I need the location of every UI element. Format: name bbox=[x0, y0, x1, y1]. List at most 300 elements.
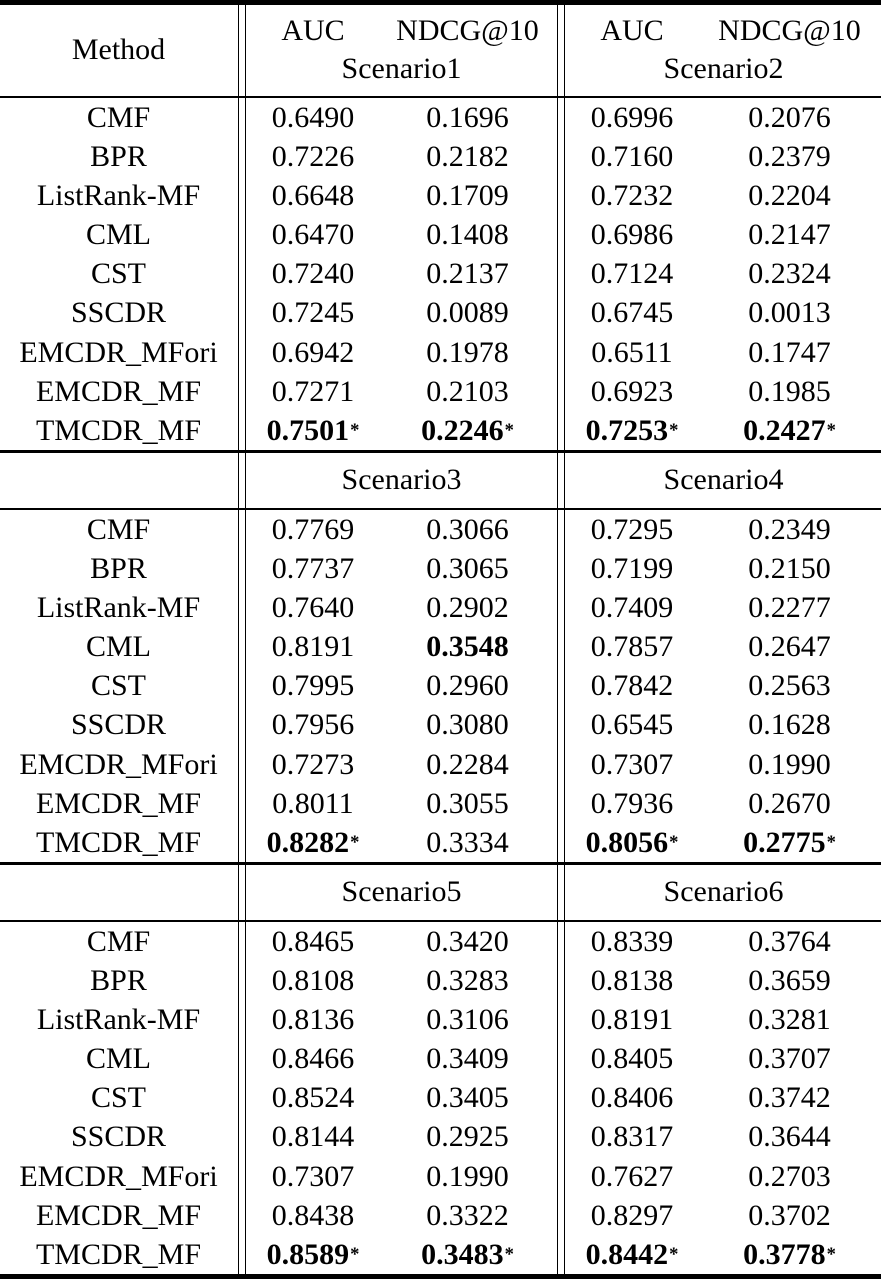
metric-value: 0.3483 bbox=[421, 1237, 504, 1271]
metric-value: 0.6490 bbox=[271, 100, 355, 134]
vertical-double-rule bbox=[556, 1079, 566, 1118]
vertical-double-rule bbox=[556, 453, 566, 508]
value-cell bbox=[247, 1040, 379, 1079]
value-cell bbox=[566, 372, 698, 411]
scenario-label: Scenario4 bbox=[663, 463, 784, 497]
metric-value: 0.2137 bbox=[426, 257, 509, 291]
vertical-double-rule bbox=[556, 255, 566, 294]
value-cell bbox=[379, 589, 556, 628]
vertical-double-rule bbox=[556, 1001, 566, 1040]
metric-value: 0.7232 bbox=[590, 179, 674, 213]
metric-value: 0.7226 bbox=[271, 140, 355, 174]
value-cell bbox=[698, 922, 881, 961]
metric-value: 0.8442 bbox=[585, 1237, 669, 1271]
metric-headers bbox=[247, 14, 556, 48]
value-cell bbox=[379, 177, 556, 216]
value-cell bbox=[566, 784, 698, 823]
metric-value: 0.3644 bbox=[748, 1120, 831, 1154]
method-cell: CML bbox=[85, 630, 151, 664]
value-cell bbox=[698, 137, 881, 176]
value-cell bbox=[566, 962, 698, 1001]
value-cell bbox=[247, 589, 379, 628]
vertical-double-rule bbox=[556, 784, 566, 823]
metric-value: 0.0089 bbox=[426, 296, 509, 330]
value-cell bbox=[698, 1118, 881, 1157]
value-cell bbox=[379, 667, 556, 706]
metric-value: 0.8136 bbox=[271, 1003, 355, 1037]
data-row bbox=[0, 333, 881, 372]
metric-value: 0.7956 bbox=[271, 708, 355, 742]
metric-value: 0.7769 bbox=[271, 512, 355, 546]
data-row bbox=[0, 255, 881, 294]
value-cell bbox=[566, 1118, 698, 1157]
metric-value: 0.2563 bbox=[748, 669, 831, 703]
value-cell bbox=[379, 216, 556, 255]
value-cell bbox=[247, 255, 379, 294]
scenario-label: Scenario3 bbox=[341, 463, 462, 497]
data-row bbox=[0, 372, 881, 411]
data-row bbox=[0, 98, 881, 137]
value-cell bbox=[379, 962, 556, 1001]
metric-header-ndcg: NDCG@10 bbox=[718, 14, 861, 48]
metric-value: 0.6923 bbox=[590, 374, 674, 408]
value-cell bbox=[379, 510, 556, 549]
value-cell bbox=[247, 922, 379, 961]
metric-value: 0.7640 bbox=[271, 591, 355, 625]
value-cell bbox=[247, 372, 379, 411]
vertical-double-rule bbox=[237, 823, 247, 862]
vertical-double-rule bbox=[237, 372, 247, 411]
metric-value: 0.1747 bbox=[748, 335, 831, 369]
value-cell bbox=[698, 628, 881, 667]
vertical-double-rule bbox=[556, 333, 566, 372]
vertical-double-rule bbox=[237, 1079, 247, 1118]
value-cell bbox=[698, 372, 881, 411]
data-row bbox=[0, 1235, 881, 1274]
metric-value: 0.8589 bbox=[266, 1237, 350, 1271]
method-cell: SSCDR bbox=[70, 1120, 167, 1154]
vertical-double-rule bbox=[237, 550, 247, 589]
metric-value: 0.1990 bbox=[748, 747, 831, 781]
value-cell bbox=[566, 98, 698, 137]
table-bottom-rule bbox=[0, 1274, 881, 1279]
metric-value: 0.2324 bbox=[748, 257, 831, 291]
data-row bbox=[0, 1196, 881, 1235]
value-cell: 0.2775 * bbox=[743, 825, 836, 859]
value-cell bbox=[379, 255, 556, 294]
method-cell: ListRank-MF bbox=[36, 591, 201, 625]
vertical-double-rule bbox=[556, 962, 566, 1001]
metric-value: 0.7409 bbox=[590, 591, 674, 625]
metric-header-auc: AUC bbox=[281, 14, 345, 48]
method-cell: BPR bbox=[90, 964, 147, 998]
data-row bbox=[0, 784, 881, 823]
value-cell bbox=[566, 628, 698, 667]
value-cell bbox=[379, 706, 556, 745]
value-cell bbox=[379, 922, 556, 961]
method-cell: TMCDR_MF bbox=[35, 413, 202, 447]
metric-value: 0.2246 bbox=[421, 413, 504, 447]
value-cell bbox=[379, 1040, 556, 1079]
metric-value: 0.6470 bbox=[271, 218, 355, 252]
data-row bbox=[0, 1157, 881, 1196]
value-cell bbox=[379, 550, 556, 589]
value-cell bbox=[698, 784, 881, 823]
metric-value: 0.1408 bbox=[426, 218, 509, 252]
data-row bbox=[0, 962, 881, 1001]
value-cell bbox=[566, 294, 698, 333]
vertical-double-rule bbox=[237, 1157, 247, 1196]
vertical-double-rule bbox=[556, 745, 566, 784]
method-cell: BPR bbox=[90, 552, 147, 586]
vertical-double-rule bbox=[237, 510, 247, 549]
vertical-double-rule bbox=[556, 1040, 566, 1079]
value-cell bbox=[247, 667, 379, 706]
method-cell: SSCDR bbox=[70, 296, 167, 330]
value-cell bbox=[247, 1196, 379, 1235]
scenario-label: Scenario2 bbox=[663, 52, 784, 86]
method-cell: TMCDR_MF bbox=[35, 1237, 202, 1271]
table-header-row bbox=[0, 5, 881, 96]
value-cell bbox=[379, 784, 556, 823]
vertical-double-rule bbox=[237, 1040, 247, 1079]
data-row bbox=[0, 589, 881, 628]
data-row bbox=[0, 510, 881, 549]
value-cell bbox=[379, 333, 556, 372]
metric-value: 0.0013 bbox=[748, 296, 831, 330]
vertical-double-rule bbox=[237, 922, 247, 961]
value-cell bbox=[566, 177, 698, 216]
metric-value: 0.3283 bbox=[426, 964, 509, 998]
metric-value: 0.7245 bbox=[271, 296, 355, 330]
data-row bbox=[0, 628, 881, 667]
method-cell: CMF bbox=[86, 100, 151, 134]
data-row bbox=[0, 823, 881, 862]
metric-value: 0.2670 bbox=[748, 786, 831, 820]
vertical-double-rule bbox=[556, 1196, 566, 1235]
value-cell bbox=[698, 510, 881, 549]
value-cell bbox=[566, 216, 698, 255]
vertical-double-rule bbox=[556, 372, 566, 411]
data-row bbox=[0, 294, 881, 333]
metric-value: 0.2427 bbox=[743, 413, 826, 447]
metric-value: 0.2703 bbox=[748, 1159, 831, 1193]
value-cell bbox=[566, 550, 698, 589]
metric-value: 0.7271 bbox=[271, 374, 355, 408]
metric-value: 0.8438 bbox=[271, 1198, 355, 1232]
metric-value: 0.8282 bbox=[266, 825, 350, 859]
value-cell bbox=[379, 98, 556, 137]
metric-value: 0.2647 bbox=[748, 630, 831, 664]
metric-value: 0.2204 bbox=[748, 179, 831, 213]
metric-value: 0.1978 bbox=[426, 335, 509, 369]
empty-method-cell bbox=[0, 865, 237, 920]
metric-value: 0.6511 bbox=[591, 335, 673, 369]
metric-value: 0.2925 bbox=[426, 1120, 509, 1154]
metric-value: 0.2277 bbox=[748, 591, 831, 625]
value-cell: 0.8056 * bbox=[585, 825, 679, 859]
metric-value: 0.6745 bbox=[590, 296, 674, 330]
value-cell bbox=[566, 1157, 698, 1196]
data-row bbox=[0, 177, 881, 216]
vertical-double-rule bbox=[556, 510, 566, 549]
method-cell: CST bbox=[90, 257, 147, 291]
metric-value: 0.7160 bbox=[590, 140, 674, 174]
metric-value: 0.7124 bbox=[590, 257, 674, 291]
method-cell: SSCDR bbox=[70, 708, 167, 742]
metric-value: 0.8339 bbox=[590, 925, 674, 958]
value-cell bbox=[247, 216, 379, 255]
metric-value: 0.3707 bbox=[748, 1042, 831, 1076]
value-cell: 0.7501 * bbox=[266, 413, 360, 447]
vertical-double-rule bbox=[556, 1157, 566, 1196]
method-cell: CML bbox=[85, 218, 151, 252]
vertical-double-rule bbox=[237, 5, 247, 96]
metric-value: 0.3066 bbox=[426, 512, 509, 546]
value-cell bbox=[247, 294, 379, 333]
value-cell bbox=[698, 1079, 881, 1118]
value-cell bbox=[247, 628, 379, 667]
value-cell bbox=[566, 510, 698, 549]
metric-value: 0.3334 bbox=[426, 825, 509, 859]
value-cell bbox=[698, 216, 881, 255]
value-cell bbox=[698, 667, 881, 706]
metric-value: 0.3659 bbox=[748, 964, 831, 998]
metric-value: 0.6942 bbox=[271, 335, 355, 369]
metric-value: 0.8191 bbox=[271, 630, 355, 664]
metric-value: 0.7199 bbox=[590, 552, 674, 586]
vertical-double-rule bbox=[556, 628, 566, 667]
value-cell bbox=[698, 177, 881, 216]
vertical-double-rule bbox=[556, 177, 566, 216]
value-cell bbox=[379, 372, 556, 411]
value-cell: 0.8282 * bbox=[266, 825, 360, 859]
metric-value: 0.2150 bbox=[748, 552, 831, 586]
vertical-double-rule bbox=[237, 453, 247, 508]
method-cell: EMCDR_MF bbox=[35, 374, 202, 408]
metric-value: 0.3764 bbox=[748, 925, 831, 958]
value-cell bbox=[379, 745, 556, 784]
metric-value: 0.2960 bbox=[426, 669, 509, 703]
vertical-double-rule bbox=[556, 1235, 566, 1274]
vertical-double-rule bbox=[556, 589, 566, 628]
metric-value: 0.7627 bbox=[590, 1159, 674, 1193]
value-cell bbox=[698, 745, 881, 784]
value-cell: 0.3778 * bbox=[743, 1237, 836, 1271]
value-cell bbox=[247, 177, 379, 216]
value-cell bbox=[247, 745, 379, 784]
value-cell: 0.3483 * bbox=[421, 1237, 514, 1271]
value-cell bbox=[566, 922, 698, 961]
metric-value: 0.1709 bbox=[426, 179, 509, 213]
metric-value: 0.7936 bbox=[590, 786, 674, 820]
metric-value: 0.6986 bbox=[590, 218, 674, 252]
metric-value: 0.6648 bbox=[271, 179, 355, 213]
value-cell bbox=[698, 1001, 881, 1040]
metric-value: 0.8108 bbox=[271, 964, 355, 998]
value-cell bbox=[698, 550, 881, 589]
value-cell bbox=[379, 294, 556, 333]
method-cell: CML bbox=[85, 1042, 151, 1076]
metric-value: 0.8297 bbox=[590, 1198, 674, 1232]
empty-method-cell bbox=[0, 453, 237, 508]
metric-value: 0.3055 bbox=[426, 786, 509, 820]
metric-value: 0.8406 bbox=[590, 1081, 674, 1115]
metric-value: 0.7501 bbox=[266, 413, 350, 447]
value-cell bbox=[247, 550, 379, 589]
value-cell bbox=[379, 628, 556, 667]
vertical-double-rule bbox=[556, 294, 566, 333]
value-cell bbox=[247, 98, 379, 137]
method-cell: ListRank-MF bbox=[36, 179, 201, 213]
vertical-double-rule bbox=[556, 550, 566, 589]
method-cell: EMCDR_MF bbox=[35, 1198, 202, 1232]
data-row bbox=[0, 667, 881, 706]
metric-value: 0.8144 bbox=[271, 1120, 355, 1154]
vertical-double-rule bbox=[556, 5, 566, 96]
value-cell: 0.7253 * bbox=[585, 413, 679, 447]
vertical-double-rule bbox=[237, 1235, 247, 1274]
value-cell bbox=[247, 137, 379, 176]
metric-value: 0.1990 bbox=[426, 1159, 509, 1193]
value-cell bbox=[379, 1196, 556, 1235]
metric-value: 0.2103 bbox=[426, 374, 509, 408]
metric-value: 0.3409 bbox=[426, 1042, 509, 1076]
vertical-double-rule bbox=[237, 745, 247, 784]
metric-value: 0.1628 bbox=[748, 708, 831, 742]
scenario-header-row bbox=[0, 865, 881, 920]
vertical-double-rule bbox=[556, 865, 566, 920]
value-cell bbox=[379, 137, 556, 176]
value-cell bbox=[247, 1118, 379, 1157]
scenario-label: Scenario1 bbox=[341, 52, 462, 86]
value-cell bbox=[566, 333, 698, 372]
value-cell bbox=[247, 1001, 379, 1040]
vertical-double-rule bbox=[237, 865, 247, 920]
value-cell bbox=[698, 706, 881, 745]
metric-value: 0.2349 bbox=[748, 512, 831, 546]
metric-value: 0.3702 bbox=[748, 1198, 831, 1232]
vertical-double-rule bbox=[237, 333, 247, 372]
metric-value: 0.8138 bbox=[590, 964, 674, 998]
vertical-double-rule bbox=[556, 667, 566, 706]
metric-value: 0.3420 bbox=[426, 925, 509, 958]
value-cell bbox=[566, 745, 698, 784]
value-cell bbox=[379, 1079, 556, 1118]
metric-value: 0.1696 bbox=[426, 100, 509, 134]
value-cell bbox=[698, 1157, 881, 1196]
method-cell: CST bbox=[90, 1081, 147, 1115]
metric-header-auc: AUC bbox=[600, 14, 664, 48]
metric-value: 0.3065 bbox=[426, 552, 509, 586]
value-cell: 0.2427 * bbox=[743, 413, 836, 447]
vertical-double-rule bbox=[556, 1118, 566, 1157]
metric-value: 0.8056 bbox=[585, 825, 669, 859]
vertical-double-rule bbox=[556, 137, 566, 176]
method-cell: EMCDR_MFori bbox=[19, 1159, 218, 1193]
metric-value: 0.3080 bbox=[426, 708, 509, 742]
value-cell bbox=[247, 962, 379, 1001]
value-cell bbox=[698, 294, 881, 333]
value-cell bbox=[247, 333, 379, 372]
value-cell bbox=[698, 589, 881, 628]
vertical-double-rule bbox=[237, 255, 247, 294]
value-cell bbox=[247, 784, 379, 823]
metric-value: 0.2902 bbox=[426, 591, 509, 625]
vertical-double-rule bbox=[237, 177, 247, 216]
vertical-double-rule bbox=[237, 137, 247, 176]
value-cell bbox=[566, 1040, 698, 1079]
value-cell bbox=[698, 255, 881, 294]
metric-value: 0.7737 bbox=[271, 552, 355, 586]
value-cell bbox=[698, 1040, 881, 1079]
table-body bbox=[0, 5, 881, 1275]
data-row bbox=[0, 1040, 881, 1079]
method-cell: CST bbox=[90, 669, 147, 703]
method-cell: EMCDR_MFori bbox=[19, 747, 218, 781]
vertical-double-rule bbox=[237, 1196, 247, 1235]
vertical-double-rule bbox=[556, 706, 566, 745]
value-cell: 0.8442 * bbox=[585, 1237, 679, 1271]
value-cell bbox=[379, 1118, 556, 1157]
vertical-double-rule bbox=[237, 98, 247, 137]
metric-value: 0.7253 bbox=[585, 413, 669, 447]
value-cell bbox=[247, 1079, 379, 1118]
metric-value: 0.2182 bbox=[426, 140, 509, 174]
vertical-double-rule bbox=[237, 667, 247, 706]
data-row bbox=[0, 922, 881, 961]
method-cell: EMCDR_MF bbox=[35, 786, 202, 820]
vertical-double-rule bbox=[556, 922, 566, 961]
metric-value: 0.8011 bbox=[272, 786, 354, 820]
vertical-double-rule bbox=[237, 589, 247, 628]
vertical-double-rule bbox=[556, 98, 566, 137]
data-row bbox=[0, 137, 881, 176]
metric-value: 0.7307 bbox=[271, 1159, 355, 1193]
metric-value: 0.7842 bbox=[590, 669, 674, 703]
data-row bbox=[0, 706, 881, 745]
value-cell bbox=[698, 962, 881, 1001]
metric-value: 0.7273 bbox=[271, 747, 355, 781]
data-row bbox=[0, 745, 881, 784]
metric-value: 0.1985 bbox=[748, 374, 831, 408]
vertical-double-rule bbox=[237, 1001, 247, 1040]
value-cell bbox=[566, 1196, 698, 1235]
metric-value: 0.3322 bbox=[426, 1198, 509, 1232]
value-cell bbox=[247, 706, 379, 745]
vertical-double-rule bbox=[556, 823, 566, 862]
metric-value: 0.8466 bbox=[271, 1042, 355, 1076]
value-cell bbox=[566, 667, 698, 706]
metric-value: 0.3281 bbox=[748, 1003, 831, 1037]
data-row bbox=[0, 216, 881, 255]
value-cell bbox=[566, 255, 698, 294]
value-cell bbox=[566, 706, 698, 745]
metric-headers bbox=[566, 14, 881, 48]
value-cell bbox=[379, 1001, 556, 1040]
method-cell: ListRank-MF bbox=[36, 1003, 201, 1037]
method-cell: CMF bbox=[86, 925, 151, 958]
metric-value: 0.7295 bbox=[590, 512, 674, 546]
metric-value: 0.2147 bbox=[748, 218, 831, 252]
value-cell: 0.2246 * bbox=[421, 413, 514, 447]
vertical-double-rule bbox=[237, 411, 247, 450]
metric-value: 0.3548 bbox=[426, 630, 509, 664]
metric-value: 0.8405 bbox=[590, 1042, 674, 1076]
method-cell: CMF bbox=[86, 512, 151, 546]
scenario-label: Scenario5 bbox=[341, 875, 462, 909]
metric-value: 0.8191 bbox=[590, 1003, 674, 1037]
